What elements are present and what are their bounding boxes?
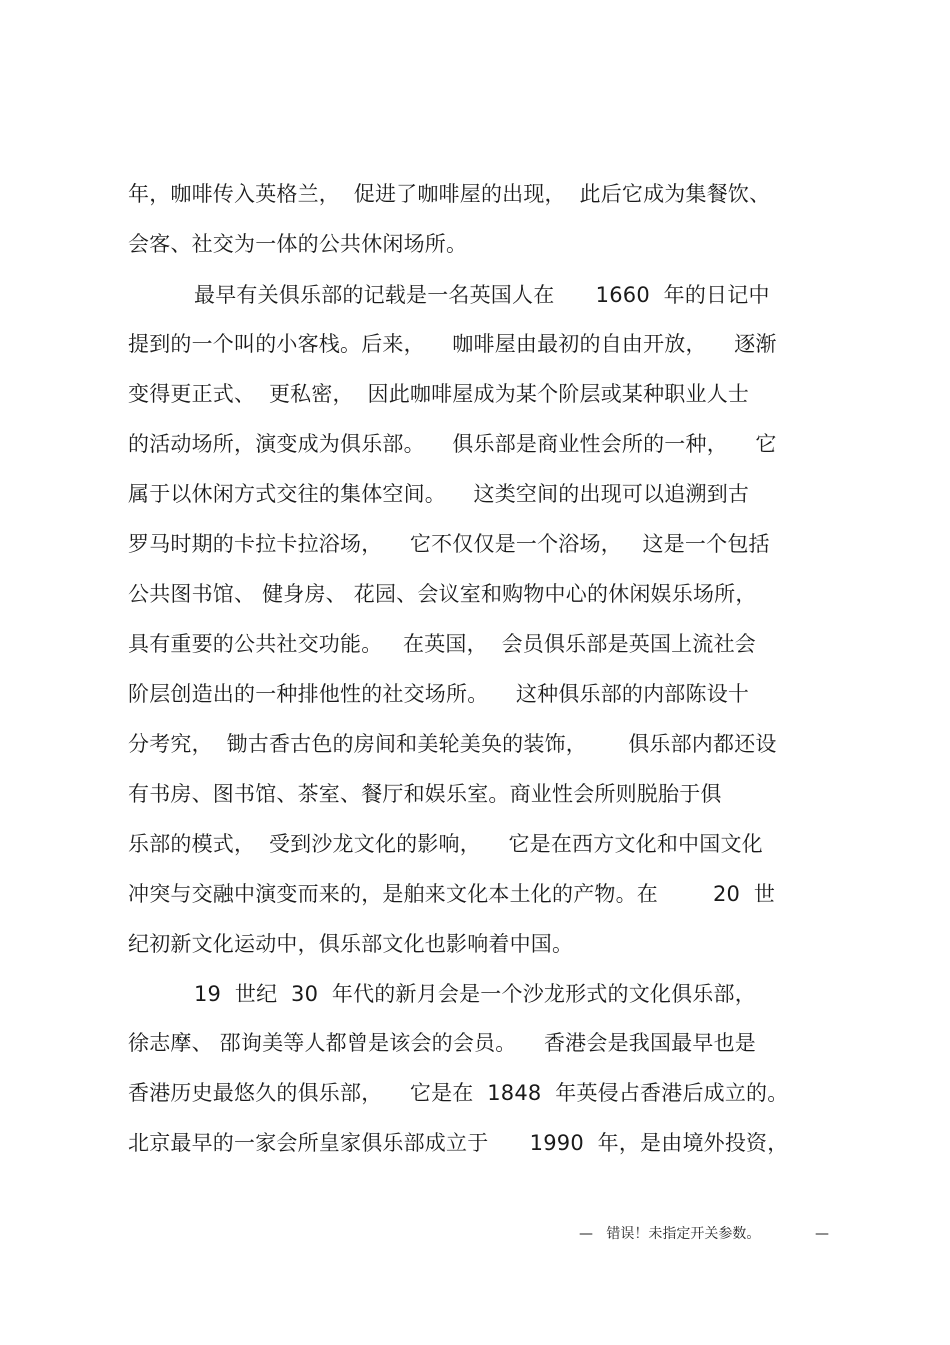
text-line: 有书房、图书馆、茶室、餐厅和娱乐室。商业性会所则脱胎于俱 xyxy=(128,782,722,806)
text-line: 纪初新文化运动中，俱乐部文化也影响着中国。 xyxy=(128,932,574,956)
text-line: 变得更正式、 更私密， 因此咖啡屋成为某个阶层或某种职业人士 xyxy=(128,382,750,406)
text-line: 的活动场所，演变成为俱乐部。 俱乐部是商业性会所的一种， 它 xyxy=(128,432,777,456)
text-line: 阶层创造出的一种排他性的社交场所。 这种俱乐部的内部陈设十 xyxy=(128,682,750,706)
text-line: 香港历史最悠久的俱乐部， 它是在 1848 年英侵占香港后成立的。 xyxy=(128,1081,789,1105)
text-line: 分考究， 锄古香古色的房间和美轮美奂的装饰， 俱乐部内都还设 xyxy=(128,732,777,756)
text-line: 年，咖啡传入英格兰， 促进了咖啡屋的出现， 此后它成为集餐饮、 xyxy=(128,182,771,206)
paragraph-first-line: 最早有关俱乐部的记载是一名英国人在 1660 年的日记中 xyxy=(194,283,770,307)
text-line: 罗马时期的卡拉卡拉浴场， 它不仅仅是一个浴场， 这是一个包括 xyxy=(128,532,770,556)
page-footer-text: — 错误！未指定开关参数。 xyxy=(579,1226,761,1242)
page-footer-dash: — xyxy=(815,1226,829,1242)
text-line: 乐部的模式， 受到沙龙文化的影响， 它是在西方文化和中国文化 xyxy=(128,832,763,856)
text-line: 冲突与交融中演变而来的，是舶来文化本土化的产物。在 20 世 xyxy=(128,882,776,906)
text-line: 提到的一个叫的小客栈。后来， 咖啡屋由最初的自由开放， 逐渐 xyxy=(128,332,777,356)
text-line: 北京最早的一家会所皇家俱乐部成立于 1990 年，是由境外投资， xyxy=(128,1131,789,1155)
text-line: 会客、社交为一体的公共休闲场所。 xyxy=(128,232,468,256)
text-line: 公共图书馆、 健身房、 花园、会议室和购物中心的休闲娱乐场所， xyxy=(128,582,757,606)
paragraph-first-line: 19 世纪 30 年代的新月会是一个沙龙形式的文化俱乐部， xyxy=(194,982,756,1006)
text-line: 属于以休闲方式交往的集体空间。 这类空间的出现可以追溯到古 xyxy=(128,482,750,506)
text-line: 徐志摩、 邵询美等人都曾是该会的会员。 香港会是我国最早也是 xyxy=(128,1031,756,1055)
text-line: 具有重要的公共社交功能。 在英国， 会员俱乐部是英国上流社会 xyxy=(128,632,756,656)
